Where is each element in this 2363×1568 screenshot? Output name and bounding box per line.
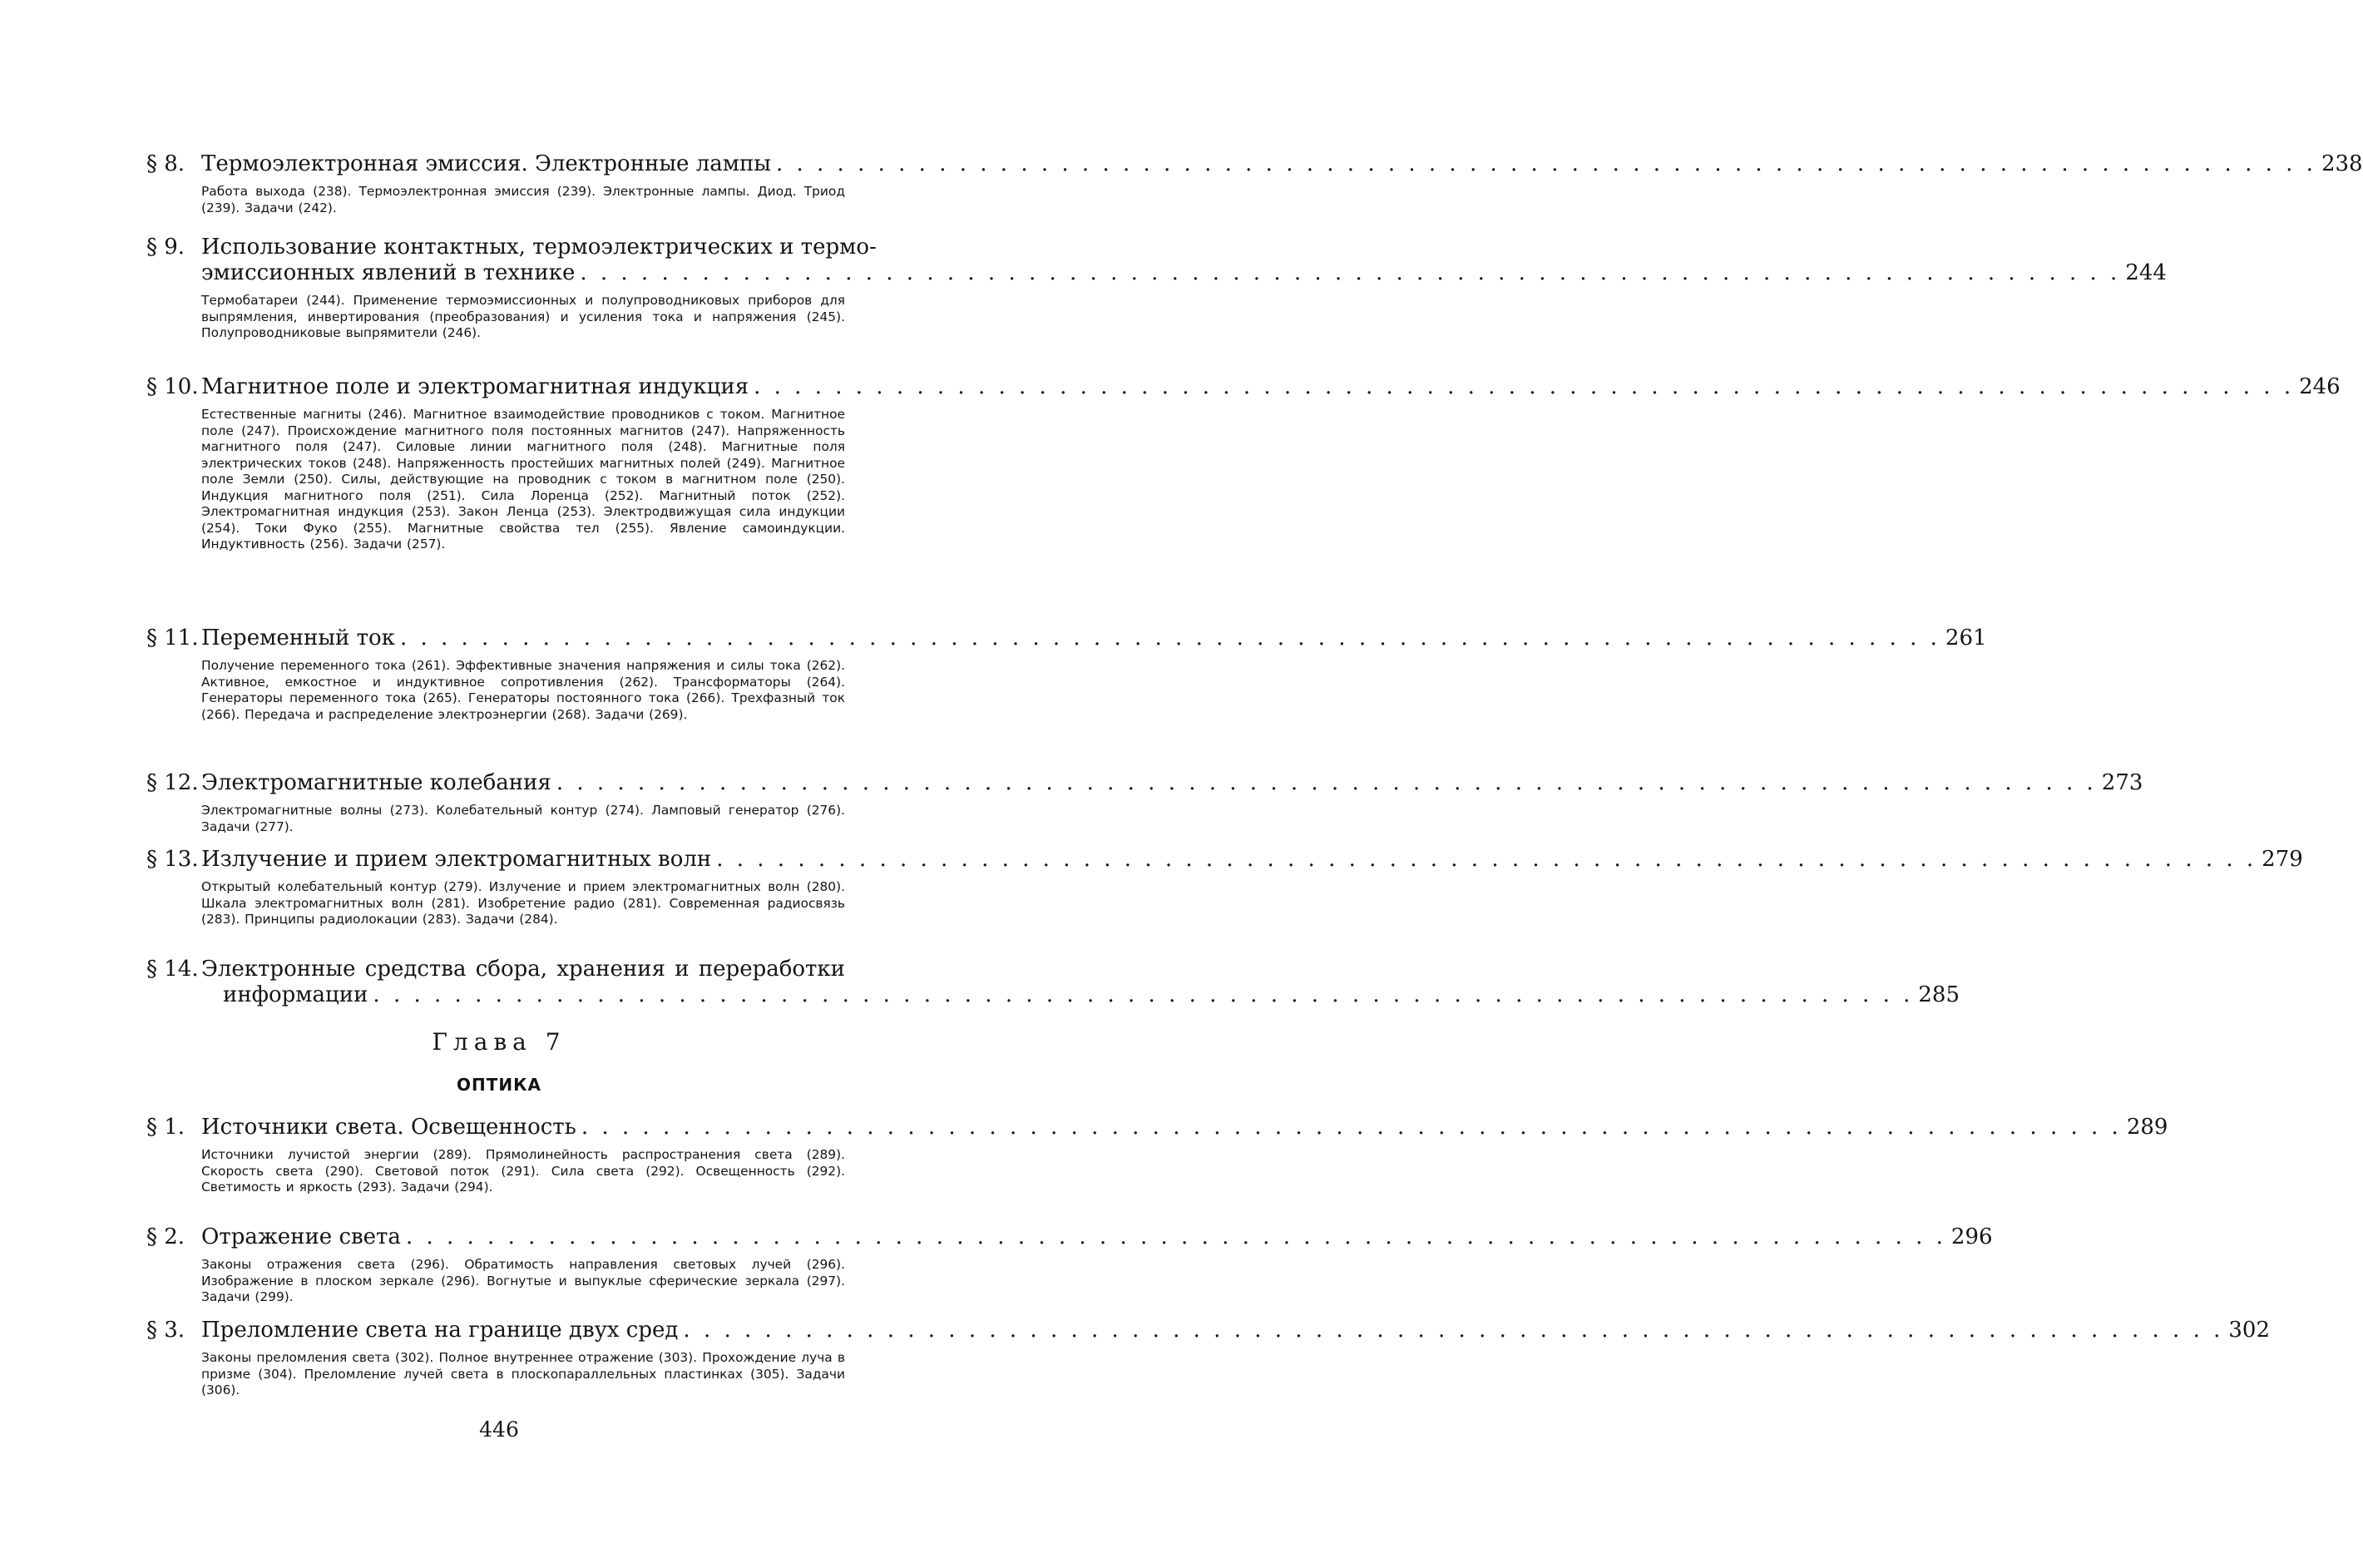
section-number: § 14.	[146, 957, 199, 982]
entry-heading	[146, 847, 2303, 873]
chapter-heading: Глава 7	[432, 1028, 566, 1056]
section-number: § 8.	[146, 151, 185, 176]
page-ref: 273	[2101, 770, 2143, 795]
part-title: ОПТИКА	[457, 1075, 541, 1095]
section-title: Электронные средства сбора, хранения и переработки	[201, 957, 845, 982]
section-title: Излучение и прием электромагнитных волн	[201, 847, 712, 872]
section-number: § 12.	[146, 770, 199, 795]
entry-heading	[146, 957, 845, 982]
toc-entry	[146, 1115, 2168, 1196]
section-title: Магнитное поле и электромагнитная индукция	[201, 374, 749, 399]
section-title: Отражение света	[201, 1224, 401, 1249]
page-ref: 302	[2228, 1318, 2271, 1343]
leader-dots	[581, 1115, 2122, 1140]
section-description: Работа выхода (238). Термоэлектронная эмиссия (239). Электронные лампы. Диод. Триод (239). Задачи (242).	[201, 184, 845, 215]
toc-entry	[146, 374, 2341, 553]
entry-heading-continued	[146, 260, 2167, 286]
entry-heading	[146, 770, 2143, 796]
toc-entry	[146, 151, 2363, 216]
toc-entry	[146, 957, 1960, 1008]
entry-heading	[146, 626, 1987, 651]
section-title: Электромагнитные колебания	[201, 770, 551, 795]
section-title: Использование контактных, термоэлектрических и термо-	[201, 235, 877, 260]
leader-dots	[716, 847, 2257, 873]
entry-heading	[146, 235, 877, 260]
section-number: § 13.	[146, 847, 199, 872]
section-number: § 9.	[146, 235, 185, 260]
toc-entry	[146, 235, 2167, 342]
entry-heading	[146, 1115, 2168, 1140]
entry-heading-continued	[146, 982, 1960, 1008]
section-title-continued: информации	[223, 982, 368, 1007]
leader-dots	[754, 374, 2294, 400]
entry-heading	[146, 1318, 2271, 1343]
toc-entry	[146, 847, 2303, 928]
section-number: § 11.	[146, 626, 199, 650]
page-ref: 246	[2299, 374, 2341, 399]
section-description: Открытый колебательный контур (279). Излучение и прием электромагнитных волн (280). Шкала электромагнитных волн (281). Изобретение радио (281). Современная радиосвязь (283). Принципы радиолокации (283). Задачи (284).	[201, 879, 845, 927]
section-number: § 2.	[146, 1224, 185, 1249]
page-ref: 244	[2125, 260, 2167, 285]
page-number: 446	[479, 1417, 519, 1442]
section-number: § 1.	[146, 1115, 185, 1140]
section-title: Преломление света на границе двух сред	[201, 1318, 679, 1343]
section-description: Естественные магниты (246). Магнитное взаимодействие проводников с током. Магнитное поле (247). Происхождение магнитного поля постоянных магнитов (247). Напряженность магнитного поля (247). Силовые линии магнитного поля (248). Магнитные поля электрических токов (248). Напряженность простейших магнитных полей (249). Магнитное поле Земли (250). Силы, действующие на проводник с током в магнитном поле (250). Индукция магнитного поля (251). Сила Лоренца (252). Магнитный поток (252). Электромагнитная индукция (253). Закон Ленца (253). Электродвижущая сила индукции (254). Токи Фуко (255). Магнитные свойства тел (255). Явление самоиндукции. Индуктивность (256). Задачи (257).	[201, 407, 845, 552]
section-number: § 10.	[146, 374, 199, 399]
leader-dots	[683, 1318, 2223, 1343]
section-description: Получение переменного тока (261). Эффективные значения напряжения и силы тока (262). Активное, емкостное и индуктивное сопротивления (262). Трансформаторы (264). Генераторы переменного тока (265). Генераторы постоянного тока (266). Трехфазный ток (266). Передача и распределение электроэнергии (268). Задачи (269).	[201, 658, 845, 722]
section-title: Источники света. Освещенность	[201, 1115, 576, 1140]
section-description: Законы отражения света (296). Обратимость направления световых лучей (296). Изображение в плоском зеркале (296). Вогнутые и выпуклые сферические зеркала (297). Задачи (299).	[201, 1257, 845, 1304]
entry-heading	[146, 374, 2341, 400]
toc-entry	[146, 1224, 1993, 1306]
toc-entry	[146, 626, 1987, 723]
leader-dots	[556, 770, 2097, 796]
page-ref: 261	[1945, 626, 1987, 650]
leader-dots	[580, 260, 2120, 286]
section-number: § 3.	[146, 1318, 185, 1343]
toc-entry	[146, 1318, 2271, 1399]
section-title: Термоэлектронная эмиссия. Электронные лампы	[201, 151, 771, 176]
leader-dots	[400, 626, 1940, 651]
section-description: Термобатареи (244). Применение термоэмиссионных и полупроводниковых приборов для выпрямления, инвертирования (преобразования) и усиления тока и напряжения (245). Полупроводниковые выпрямители (246).	[201, 293, 845, 340]
section-description: Электромагнитные волны (273). Колебательный контур (274). Ламповый генератор (276). Задачи (277).	[201, 803, 845, 834]
page-ref: 238	[2321, 151, 2363, 176]
section-description: Источники лучистой энергии (289). Прямолинейность распространения света (289). Скорость света (290). Световой поток (291). Сила света (292). Освещенность (292). Светимость и яркость (293). Задачи (294).	[201, 1147, 845, 1195]
leader-dots	[373, 982, 1913, 1008]
page-ref: 289	[2126, 1115, 2168, 1140]
toc-entry	[146, 770, 2143, 835]
section-title: Переменный ток	[201, 626, 395, 650]
leader-dots	[406, 1224, 1946, 1250]
section-title-continued: эмиссионных явлений в технике	[201, 260, 576, 285]
leader-dots	[776, 151, 2316, 177]
entry-heading	[146, 1224, 1993, 1250]
section-description: Законы преломления света (302). Полное внутреннее отражение (303). Прохождение луча в призме (304). Преломление лучей света в плоскопараллельных пластинках (305). Задачи (306).	[201, 1350, 845, 1397]
page-ref: 285	[1918, 982, 1960, 1007]
page-ref: 296	[1950, 1224, 1993, 1249]
entry-heading	[146, 151, 2363, 177]
page-ref: 279	[2262, 847, 2303, 872]
